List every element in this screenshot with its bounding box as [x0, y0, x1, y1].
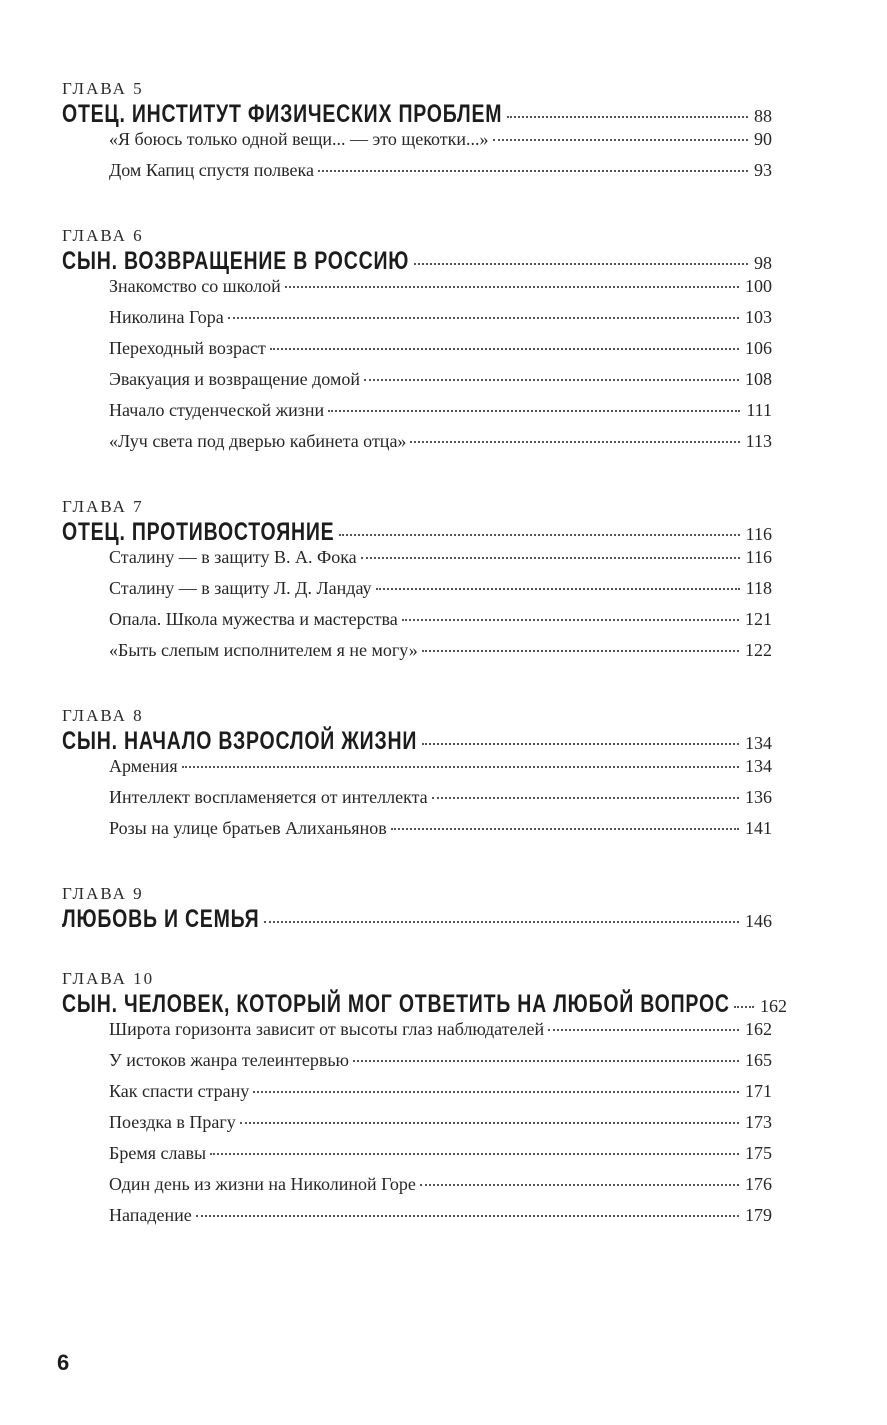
section-page-number: 162: [745, 1019, 772, 1039]
section-title: Эвакуация и возвращение домой: [109, 369, 360, 389]
chapter-title-wrap: [62, 990, 730, 1019]
dot-leader: [253, 1091, 739, 1093]
chapter-page-number: 134: [745, 733, 772, 753]
section-title: У истоков жанра телеинтервью: [109, 1050, 349, 1070]
section-title: Как спасти страну: [109, 1081, 250, 1101]
dot-leader: [228, 317, 739, 319]
dot-leader: [196, 1215, 739, 1217]
section-title: Опала. Школа мужества и мастерства: [109, 609, 398, 629]
section-row[interactable]: [62, 338, 772, 369]
dot-leader: [182, 766, 739, 768]
chapter-label: ГЛАВА 7: [62, 497, 144, 516]
chapter-title-wrap: [62, 905, 260, 934]
dot-leader: [734, 1006, 754, 1008]
section-page-number: 173: [745, 1112, 772, 1132]
chapter-title-row[interactable]: [62, 100, 772, 129]
chapter-title: СЫН. ЧЕЛОВЕК, КОТОРЫЙ МОГ ОТВЕТИТЬ НА ЛЮБОЙ ВОПРОС: [62, 990, 730, 1018]
chapter-block: [62, 78, 772, 191]
section-row[interactable]: [62, 1019, 772, 1050]
section-title: Николина Гора: [109, 307, 224, 327]
chapter-label: ГЛАВА 8: [62, 706, 144, 725]
section-page-number: 179: [745, 1205, 772, 1225]
section-page-number: 118: [745, 578, 772, 598]
section-title: Поездка в Прагу: [109, 1112, 236, 1132]
section-row[interactable]: [62, 400, 772, 431]
table-of-contents: [62, 78, 787, 1270]
section-page-number: 141: [745, 818, 772, 838]
section-row[interactable]: [62, 547, 772, 578]
dot-leader: [364, 379, 739, 381]
section-title: Интеллект воспламеняется от интеллекта: [109, 787, 428, 807]
chapter-label: ГЛАВА 9: [62, 884, 144, 903]
section-page-number: 106: [745, 338, 772, 358]
section-page-number: 122: [745, 640, 772, 660]
chapter-page-number: 162: [760, 996, 787, 1016]
section-row[interactable]: [62, 1174, 772, 1205]
section-title: Начало студенческой жизни: [109, 400, 325, 420]
section-title: Нападение: [109, 1205, 192, 1225]
chapter-title-row[interactable]: [62, 247, 772, 276]
section-row[interactable]: [62, 1143, 772, 1174]
section-page-number: 134: [745, 756, 772, 776]
dot-leader: [285, 286, 739, 288]
dot-leader: [548, 1029, 739, 1031]
section-row[interactable]: [62, 1205, 772, 1236]
dot-leader: [339, 534, 740, 536]
chapter-title-wrap: [62, 247, 410, 276]
section-title: Бремя славы: [109, 1143, 207, 1163]
section-title: Знакомство со школой: [109, 276, 281, 296]
chapter-label: ГЛАВА 6: [62, 226, 144, 245]
section-title: Переходный возраст: [109, 338, 266, 358]
chapter-title: ОТЕЦ. ИНСТИТУТ ФИЗИЧЕСКИХ ПРОБЛЕМ: [62, 100, 503, 128]
dot-leader: [328, 410, 740, 412]
section-title: Дом Капиц спустя полвека: [109, 160, 314, 180]
section-page-number: 136: [745, 787, 772, 807]
section-page-number: 116: [745, 547, 772, 567]
dot-leader: [240, 1122, 739, 1124]
chapter-title-wrap: [62, 100, 503, 129]
section-page-number: 165: [745, 1050, 772, 1070]
chapter-title: ОТЕЦ. ПРОТИВОСТОЯНИЕ: [62, 518, 335, 546]
chapter-label: ГЛАВА 5: [62, 79, 144, 98]
chapter-title-row[interactable]: [62, 518, 772, 547]
section-page-number: 100: [745, 276, 772, 296]
section-row[interactable]: [62, 756, 772, 787]
section-row[interactable]: [62, 1050, 772, 1081]
dot-leader: [493, 139, 748, 141]
section-row[interactable]: [62, 1081, 772, 1112]
dot-leader: [376, 588, 740, 590]
chapter-title-row[interactable]: [62, 990, 787, 1019]
dot-leader: [507, 116, 748, 118]
dot-leader: [353, 1060, 739, 1062]
dot-leader: [391, 828, 739, 830]
dot-leader: [264, 921, 739, 923]
chapter-title-wrap: [62, 518, 335, 547]
section-row[interactable]: [62, 787, 772, 818]
section-row[interactable]: [62, 431, 772, 462]
chapter-title: ЛЮБОВЬ И СЕМЬЯ: [62, 905, 260, 933]
section-title: Широта горизонта зависит от высоты глаз наблюдателей: [109, 1019, 545, 1039]
dot-leader: [420, 1184, 739, 1186]
chapter-block: [62, 705, 772, 849]
chapter-page-number: 88: [754, 106, 772, 126]
section-row[interactable]: [62, 640, 772, 671]
section-row[interactable]: [62, 578, 772, 609]
section-page-number: 121: [745, 609, 772, 629]
section-row[interactable]: [62, 160, 772, 191]
dot-leader: [402, 619, 739, 621]
chapter-title: СЫН. ВОЗВРАЩЕНИЕ В РОССИЮ: [62, 247, 410, 275]
section-title: Сталину — в защиту Л. Д. Ландау: [109, 578, 372, 598]
section-page-number: 108: [745, 369, 772, 389]
section-page-number: 103: [745, 307, 772, 327]
page-number: 6: [57, 1350, 70, 1375]
dot-leader: [361, 557, 740, 559]
chapter-title: СЫН. НАЧАЛО ВЗРОСЛОЙ ЖИЗНИ: [62, 727, 418, 755]
section-row[interactable]: [62, 276, 772, 307]
dot-leader: [270, 348, 739, 350]
dot-leader: [422, 743, 739, 745]
section-title: «Быть слепым исполнителем я не могу»: [109, 640, 418, 660]
dot-leader: [422, 650, 739, 652]
chapter-block: [62, 883, 772, 934]
dot-leader: [210, 1153, 739, 1155]
dot-leader: [414, 263, 748, 265]
section-row[interactable]: [62, 1112, 772, 1143]
section-page-number: 90: [754, 129, 772, 149]
chapter-title-wrap: [62, 727, 418, 756]
section-title: «Я боюсь только одной вещи... — это щекотки...»: [109, 129, 489, 149]
chapter-block: [62, 225, 772, 462]
section-page-number: 171: [745, 1081, 772, 1101]
chapter-page-number: 116: [745, 524, 772, 544]
chapter-title-row[interactable]: [62, 905, 772, 934]
dot-leader: [432, 797, 739, 799]
section-title: Сталину — в защиту В. А. Фока: [109, 547, 357, 567]
dot-leader: [410, 441, 739, 443]
section-page-number: 176: [745, 1174, 772, 1194]
section-title: Розы на улице братьев Алиханьянов: [109, 818, 387, 838]
chapter-page-number: 98: [754, 253, 772, 273]
section-page-number: 175: [745, 1143, 772, 1163]
chapter-page-number: 146: [745, 911, 772, 931]
chapter-block: [62, 968, 787, 1236]
section-row[interactable]: [62, 307, 772, 338]
section-title: «Луч света под дверью кабинета отца»: [109, 431, 407, 451]
section-page-number: 113: [745, 431, 772, 451]
chapter-title-row[interactable]: [62, 727, 772, 756]
section-row[interactable]: [62, 818, 772, 849]
dot-leader: [318, 170, 748, 172]
section-page-number: 111: [746, 400, 772, 420]
section-title: Один день из жизни на Николиной Горе: [109, 1174, 416, 1194]
chapter-block: [62, 496, 772, 671]
section-row[interactable]: [62, 609, 772, 640]
section-row[interactable]: [62, 129, 772, 160]
section-page-number: 93: [754, 160, 772, 180]
section-row[interactable]: [62, 369, 772, 400]
chapter-label: ГЛАВА 10: [62, 969, 155, 988]
section-title: Армения: [109, 756, 178, 776]
